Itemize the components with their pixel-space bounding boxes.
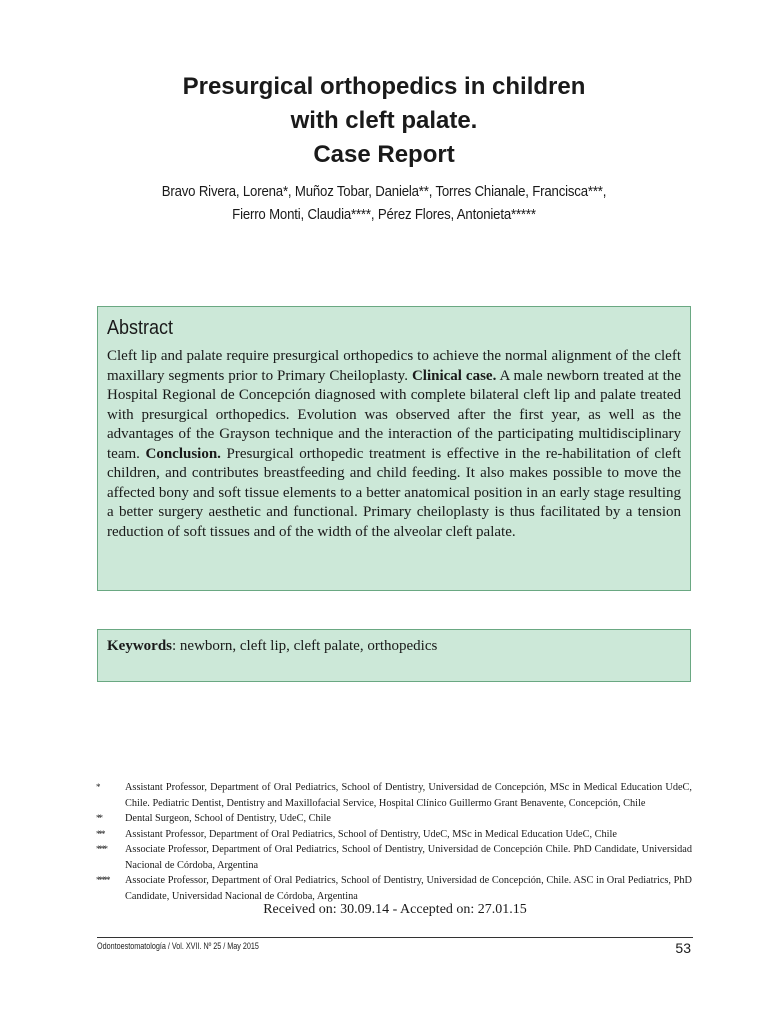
footnote-text: Assistant Professor, Department of Oral Pediatrics, School of Dentistry, UdeC, MSc in Medical Education UdeC, Chile — [125, 828, 617, 840]
footnote-text: Dental Surgeon, School of Dentistry, UdeC, Chile — [125, 813, 331, 824]
abstract-heading: Abstract — [107, 317, 174, 339]
abstract-box — [97, 306, 691, 591]
footnote-mark: ** — [96, 813, 101, 823]
author-list — [46, 180, 722, 226]
footnote — [96, 873, 692, 904]
affiliation-footnotes — [96, 780, 692, 904]
footnote-mark: *** — [96, 828, 104, 839]
footnote-text: Assistant Professor, Department of Oral Pediatrics, School of Dentistry, Universidad de Concepción, MSc in Medical Education UdeC, Chile. Pediatric Dentist, Dentistry and Maxillofacial Service, Hospital Clínico Guillermo Grant Benavente, Concepción, Chile — [125, 782, 692, 809]
title-line-3: Case Report — [313, 141, 455, 168]
footnote — [96, 780, 692, 811]
page-number: 53 — [675, 940, 691, 956]
footnote-text: Associate Professor, Department of Oral Pediatrics, School of Dentistry, Universidad de Concepción Chile. PhD Candidate, Universidad Nacional de Córdoba, Argentina — [125, 844, 692, 871]
footer-divider — [97, 937, 693, 938]
footnote-mark: * — [96, 782, 99, 792]
conclusion-label: Conclusion. — [145, 445, 221, 462]
keywords-label: Keywords — [107, 638, 172, 654]
authors-line-2: Fierro Monti, Claudia****, Pérez Flores, Antonieta***** — [232, 206, 536, 223]
abstract-conclusion: Presurgical orthopedic treatment is effective in the re-habilitation of cleft children, and contributes breastfeeding and child feeding. It also makes possible to move the affected bony and soft tissue elements to a better anatomical position in an early stage resulting a better surgery aesthetic and functional. Primary cheiloplasty is thus facilitated by a tension reduction of soft tissues and of the width of the alveolar cleft palate. — [107, 445, 681, 540]
footnote-mark: **** — [96, 844, 106, 854]
footnote — [96, 842, 692, 873]
footnote — [96, 811, 692, 827]
received-accepted-dates: Received on: 30.09.14 - Accepted on: 27.01.15 — [263, 902, 527, 917]
clinical-case-label: Clinical case. — [411, 367, 497, 384]
abstract-clinical-case: A male newborn treated at the Hospital Regional de Concepción diagnosed with complete bilateral cleft lip and palate treated with presurgical orthopedics. Evolution was observed after the first year, as well as the advantages of the Grayson technique and the interaction of the participating multidisciplinary team. — [107, 367, 681, 462]
article-title — [0, 70, 768, 172]
keywords-text: : newborn, cleft lip, cleft palate, orthopedics — [172, 638, 438, 654]
footnote-text: Associate Professor, Department of Oral Pediatrics, School of Dentistry, Universidad de Concepción, Chile. ASC in Oral Pediatrics, PhD Candidate, Universidad Nacional de Córdoba, Argentina — [125, 875, 692, 902]
title-line-2: with cleft palate. — [290, 107, 478, 134]
footnote-mark: ***** — [96, 875, 109, 885]
abstract-intro: Cleft lip and palate require presurgical orthopedics to achieve the normal alignment of the cleft maxillary segments prior to Primary Cheiloplasty. — [107, 348, 681, 384]
authors-line-1: Bravo Rivera, Lorena*, Muñoz Tobar, Daniela**, Torres Chianale, Francisca***, — [161, 183, 607, 200]
footnote — [96, 827, 692, 843]
journal-citation: Odontoestomatología / Vol. XVII. Nº 25 / May 2015 — [97, 941, 259, 951]
abstract-text — [107, 347, 681, 542]
keywords-box — [97, 629, 691, 682]
title-line-1: Presurgical orthopedics in children — [182, 73, 586, 100]
